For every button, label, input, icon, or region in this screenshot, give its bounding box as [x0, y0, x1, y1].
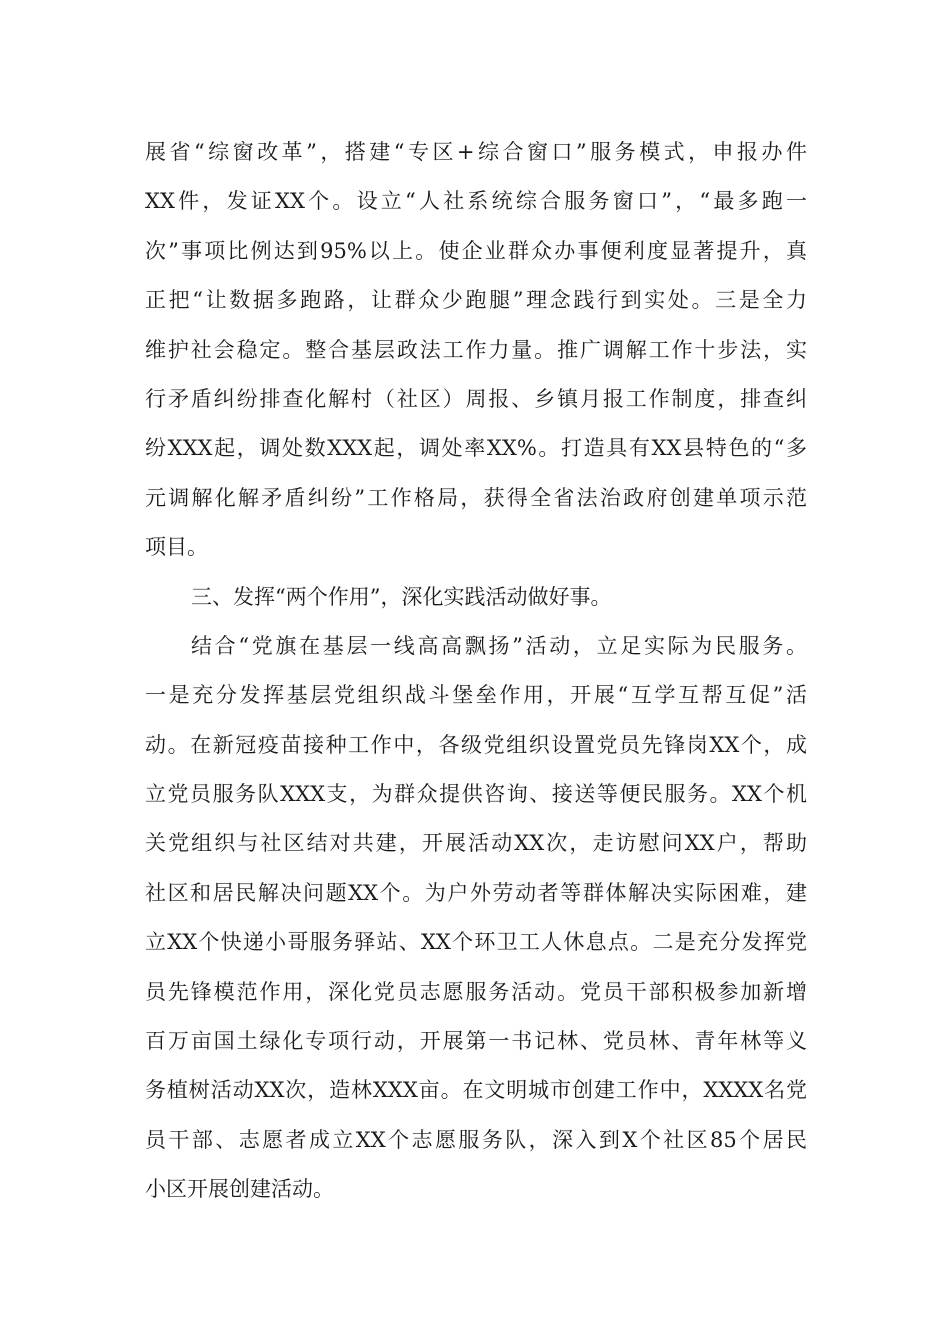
text-line: 项目。	[145, 535, 208, 560]
text-line: 社区和居民解决问题XX个。为户外劳动者等群体解决实际困难，建	[145, 880, 807, 905]
text-line: 百万亩国土绿化专项行动，开展第一书记林、党员林、青年林等义	[145, 1029, 807, 1054]
text-line: 立党员服务队XXX支，为群众提供咨询、接送等便民服务。XX个机	[145, 782, 807, 807]
text-line: 立XX个快递小哥服务驿站、XX个环卫工人休息点。二是充分发挥党	[145, 930, 807, 955]
text-line: 次”事项比例达到95%以上。使企业群众办事便利度显著提升，真	[145, 238, 807, 263]
text-line: 展省“综窗改革”，搭建“专区+综合窗口”服务模式，申报办件	[145, 140, 807, 164]
text-line: 小区开展创建活动。	[145, 1177, 334, 1202]
section-heading: 三、发挥“两个作用”，深化实践活动做好事。	[191, 584, 612, 609]
text-line: 维护社会稳定。整合基层政法工作力量。推广调解工作十步法，实	[145, 337, 807, 362]
text-line: 正把“让数据多跑路，让群众少跑腿”理念践行到实处。三是全力	[145, 288, 807, 313]
text-line: 员先锋模范作用，深化党员志愿服务活动。党员干部积极参加新增	[145, 979, 807, 1004]
text-line: 动。在新冠疫苗接种工作中，各级党组织设置党员先锋岗XX个，成	[145, 732, 807, 757]
text-line: 行矛盾纠纷排查化解村（社区）周报、乡镇月报工作制度，排查纠	[145, 386, 807, 411]
text-line: 一是充分发挥基层党组织战斗堡垒作用，开展“互学互帮互促”活	[145, 683, 807, 708]
document-body	[145, 128, 807, 1215]
text-line: 元调解化解矛盾纠纷”工作格局，获得全省法治政府创建单项示范	[145, 485, 807, 510]
text-line: 关党组织与社区结对共建，开展活动XX次，走访慰问XX户，帮助	[145, 831, 807, 856]
text-line: 员干部、志愿者成立XX个志愿服务队，深入到X个社区85个居民	[145, 1127, 807, 1152]
paragraph-first-line: 结合“党旗在基层一线高高飘扬”活动，立足实际为民服务。	[191, 633, 807, 658]
text-line: XX件，发证XX个。设立“人社系统综合服务窗口”，“最多跑一	[145, 189, 807, 214]
text-line: 务植树活动XX次，造林XXX亩。在文明城市创建工作中，XXXX名党	[145, 1078, 807, 1103]
text-line: 纷XXX起，调处数XXX起，调处率XX%。打造具有XX县特色的“多	[145, 436, 807, 461]
